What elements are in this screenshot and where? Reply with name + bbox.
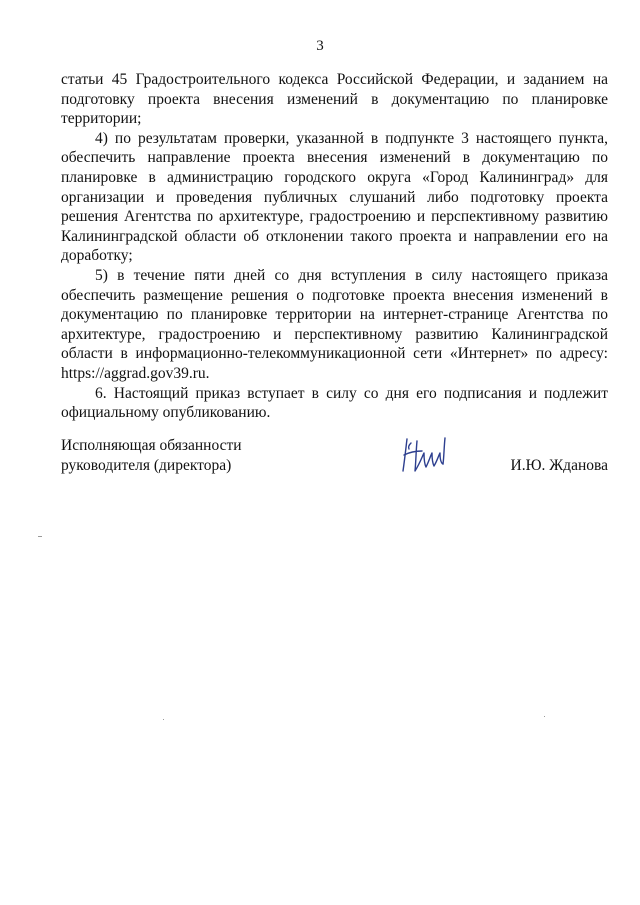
scan-speck: [544, 716, 545, 717]
paragraph-item-6: 6. Настоящий приказ вступает в силу со дня его подписания и подлежит официальному опубликованию.: [61, 384, 608, 422]
signer-title-line-2: руководителя (директора): [61, 456, 232, 474]
page-number: 3: [316, 38, 324, 54]
handwritten-signature: [399, 433, 447, 477]
signer-name: И.Ю. Жданова: [510, 456, 608, 474]
paragraph-continuation: статьи 45 Градостроительного кодекса Российской Федерации, и заданием на подготовку проекта внесения изменений в документацию по планировке территории;: [61, 71, 608, 128]
signer-title: [61, 436, 242, 475]
document-body: [61, 70, 608, 423]
scan-speck: [38, 536, 42, 537]
paragraph-item-5: 5) в течение пяти дней со дня вступления в силу настоящего приказа обеспечить размещение решения о подготовке проекта внесения изменений в документацию по планировке территории на интернет-странице Агентства по архитектуре, градостроению и перспективному развитию Калининградской области в информационно-телекоммуникационной сети «Интернет» по адресу: https://aggrad.gov39.ru.: [61, 266, 608, 382]
paragraph-item-4: 4) по результатам проверки, указанной в подпункте 3 настоящего пункта, обеспечить направление проекта внесения изменений в документацию по планировке в администрацию городского округа «Город Калининград» для организации и проведения публичных слушаний либо подготовку проекта решения Агентства по архитектуре, градостроению и перспективному развитию Калининградской области об отклонении такого проекта и направлении его на доработку;: [61, 129, 608, 265]
signer-title-line-1: Исполняющая обязанности: [61, 437, 242, 454]
scan-speck: [163, 719, 164, 720]
signature-block: [61, 436, 608, 480]
